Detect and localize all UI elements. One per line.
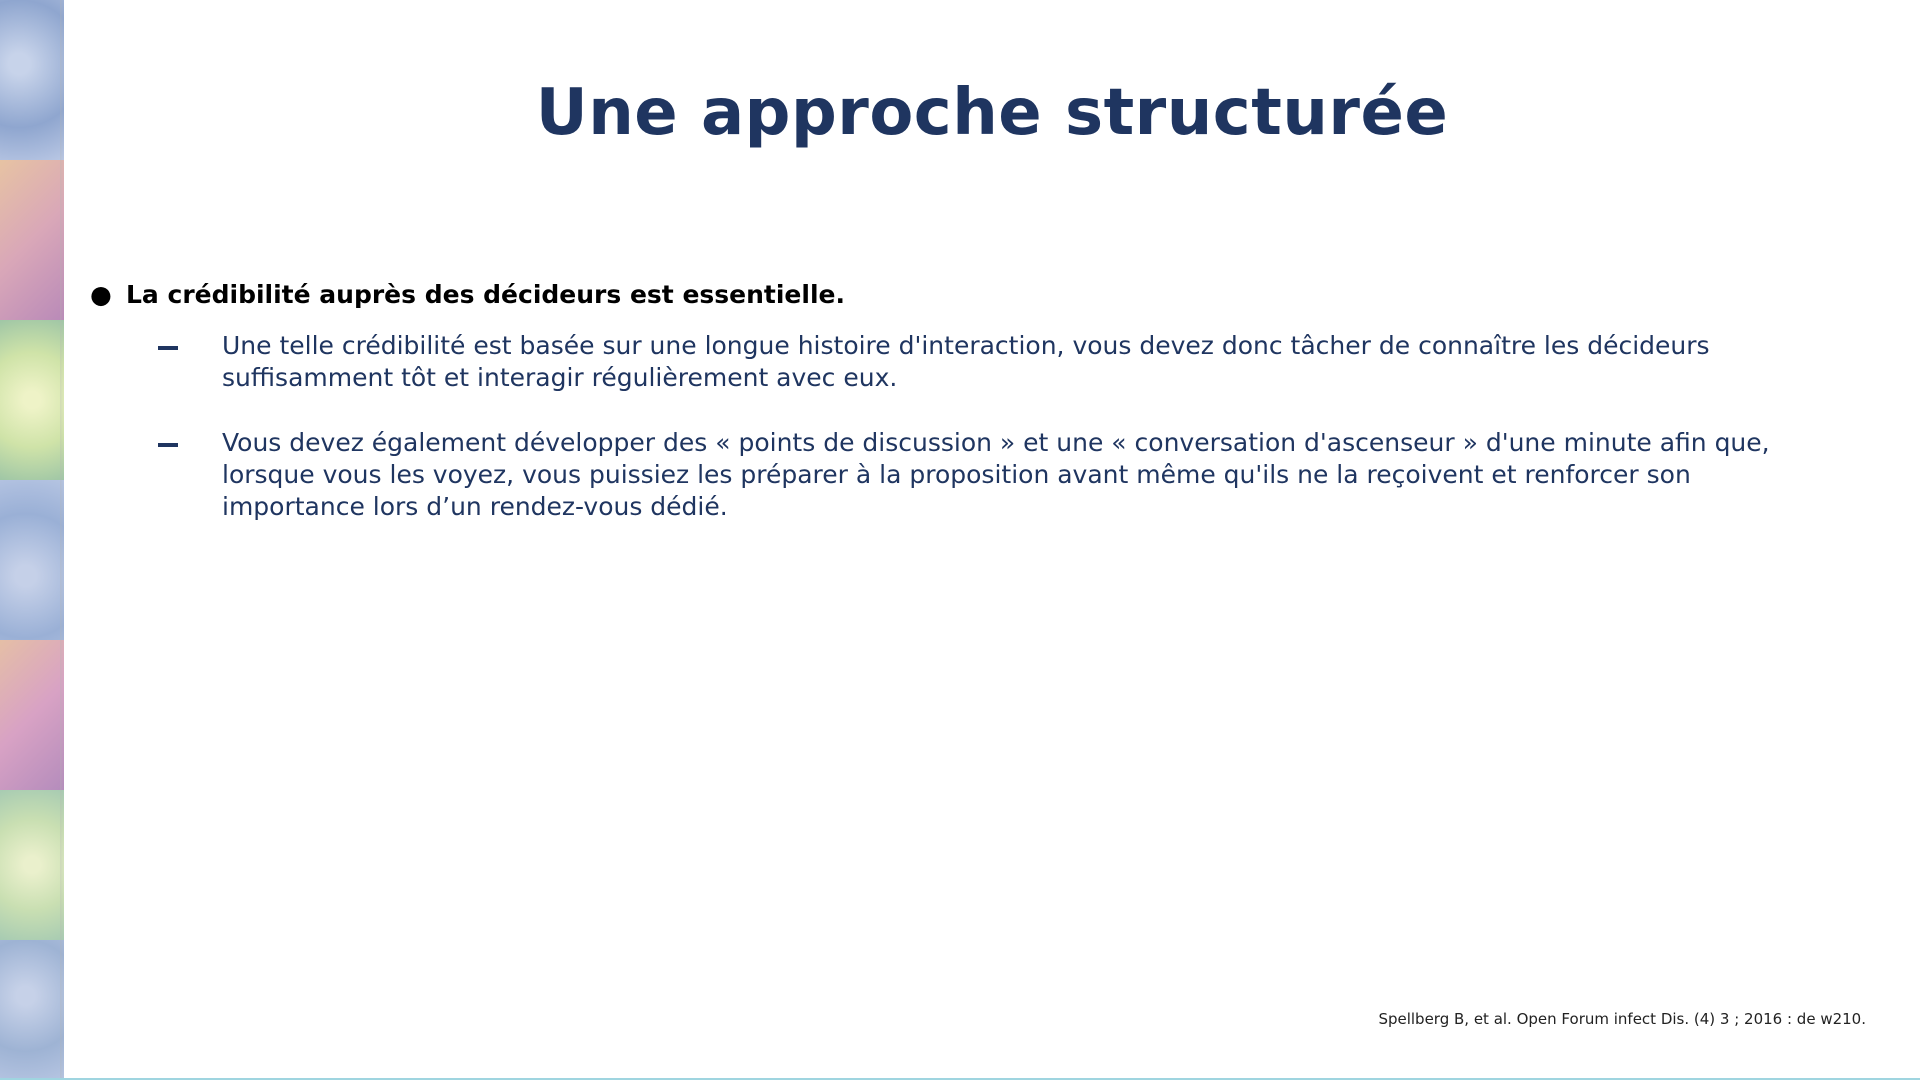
decor-tile [0,160,64,320]
decor-tile [0,790,64,940]
decor-tile [0,480,64,640]
sub-bullet-text: Vous devez également développer des « points de discussion » et une « conversation d'ascenseur » d'une minute afin que, lorsque vous les voyez, vous puissiez les préparer à la proposition avant même qu'ils ne la reçoivent et renforcer son importance lors d’un rendez-vous dédié. [222,428,1770,521]
bullet-dot-icon: ● [90,280,112,309]
decor-tile [0,320,64,480]
reference-citation: Spellberg B, et al. Open Forum infect Dis. (4) 3 ; 2016 : de w210. [1378,1010,1866,1028]
sub-bullet [158,427,1798,523]
main-bullet-text: La crédibilité auprès des décideurs est essentielle. [126,280,845,309]
sub-bullet [158,330,1798,394]
dash-icon [158,346,178,350]
decor-tile [0,640,64,790]
decor-tile [0,940,64,1080]
decor-tile [0,0,64,160]
decor-shade [60,0,64,1080]
dash-icon [158,443,178,447]
slide-title: Une approche structurée [535,76,1449,150]
decorative-side-strip [0,0,64,1080]
sub-bullet-text: Une telle crédibilité est basée sur une longue histoire d'interaction, vous devez donc tâcher de connaître les décideurs suffisamment tôt et interagir régulièrement avec eux. [222,331,1710,392]
main-bullet [90,280,1790,309]
